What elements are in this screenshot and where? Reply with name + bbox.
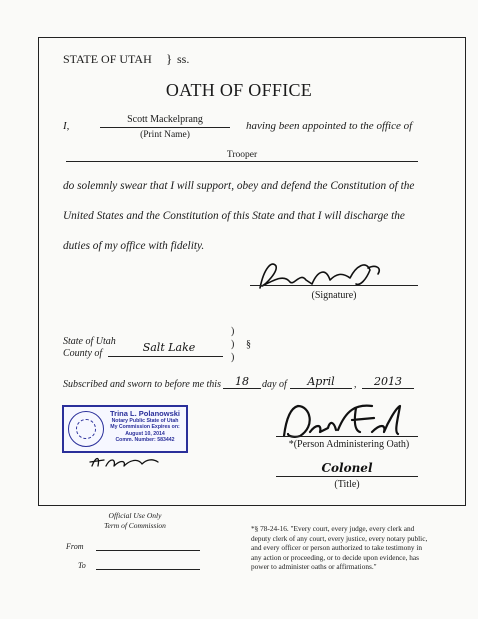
to-label: To: [78, 561, 86, 570]
notary-line-1: Notary Public State of Utah: [111, 418, 179, 424]
notary-seal-icon: [68, 411, 104, 447]
oath-line-1: do solemnly swear that I will support, obey and defend the Constitution of the: [63, 180, 415, 192]
oath-taker-signature: [250, 258, 390, 294]
notary-name: Trina L. Polanowski: [109, 409, 181, 418]
venue-paren-1: ): [231, 326, 235, 337]
venue-county-value: Salt Lake: [142, 341, 196, 354]
notary-line-4: Comm. Number: 583442: [115, 437, 175, 444]
title-value: Colonel: [321, 461, 373, 475]
section-symbol: §: [246, 339, 251, 350]
state-heading: STATE OF UTAH: [63, 52, 152, 66]
appointed-text: having been appointed to the office of: [246, 120, 413, 132]
print-name-label: (Print Name): [140, 130, 190, 140]
venue-county-label: County of: [63, 348, 103, 359]
subscribed-day: 18: [235, 375, 249, 388]
day-line: [223, 388, 261, 389]
subscribed-text: Subscribed and sworn to before me this: [63, 379, 221, 390]
venue-paren-2: ): [231, 339, 235, 350]
office-line: [66, 161, 418, 162]
footnote-line: any action or proceeding, or to decide upon evidence, has: [251, 552, 419, 562]
day-of-label: day of: [262, 379, 287, 390]
oath-line-2: United States and the Constitution of this State and that I will discharge the: [63, 210, 405, 222]
administering-label: *(Person Administering Oath): [288, 439, 410, 450]
heading-bracket: }: [166, 51, 173, 66]
signature-line: [250, 285, 418, 286]
from-line: [96, 550, 200, 551]
venue-state: State of Utah: [63, 336, 116, 347]
printed-name: Scott Mackelprang: [127, 114, 203, 125]
office-value: Trooper: [226, 150, 258, 160]
footnote-line: deputy clerk of any court, every justice, every notary public,: [251, 533, 428, 543]
notary-line-3: August 10, 2014: [125, 430, 165, 437]
statute-footnote: [251, 524, 427, 572]
notary-line-2: My Commission Expires on:: [110, 424, 180, 431]
comma: ,: [354, 379, 357, 390]
title-line: [276, 476, 418, 477]
document-title: OATH OF OFFICE: [165, 80, 313, 100]
title-label: (Title): [334, 479, 360, 490]
month-line: [290, 388, 352, 389]
ss-label: ss.: [177, 52, 190, 66]
to-line: [96, 569, 200, 570]
venue-paren-3: ): [231, 352, 235, 363]
footnote-line: and every officer or person authorized to take testimony in: [251, 543, 423, 552]
oath-line-3: duties of my office with fidelity.: [63, 240, 205, 252]
year-line: [362, 388, 414, 389]
signature-label: (Signature): [311, 290, 357, 301]
footnote-line: *§ 78-24-16. "Every court, every judge, every clerk and: [251, 524, 415, 533]
county-line: [108, 356, 223, 357]
notary-signature: [88, 452, 168, 472]
footnote-line: power to administer oaths or affirmations.": [251, 562, 377, 571]
subscribed-month: April: [307, 375, 335, 388]
term-of-commission-label: Term of Commission: [104, 521, 166, 530]
i-label: I,: [63, 120, 70, 132]
from-label: From: [66, 542, 84, 551]
official-use-label: Official Use Only: [108, 511, 162, 520]
subscribed-year: 2013: [374, 375, 402, 388]
administering-line: [276, 436, 418, 437]
notary-stamp: [62, 405, 188, 453]
name-line: [100, 127, 230, 128]
